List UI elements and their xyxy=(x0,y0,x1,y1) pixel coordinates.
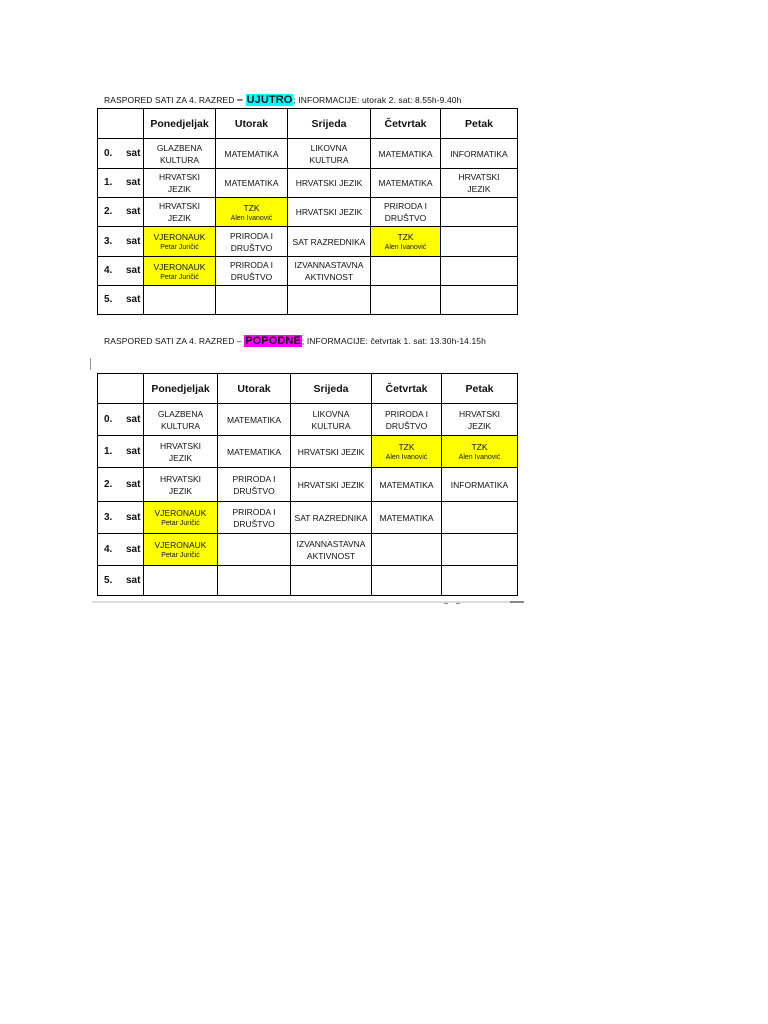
teacher-name: Petar Juričić xyxy=(161,552,200,559)
period-number: 2. xyxy=(104,478,113,490)
lesson-cell xyxy=(291,436,372,468)
subject-name: PRIRODA I xyxy=(232,506,276,517)
lesson-cell xyxy=(372,534,442,566)
timetable-corner-cell xyxy=(98,374,144,404)
lesson-cell xyxy=(291,534,372,566)
period-number: 4. xyxy=(104,265,113,276)
page-bottom-mark xyxy=(444,603,448,604)
timetable-row xyxy=(98,198,518,227)
teacher-name: Alen Ivanović xyxy=(385,454,428,461)
lesson-cell xyxy=(288,227,371,257)
period-number: 4. xyxy=(104,543,113,555)
period-label xyxy=(98,227,144,257)
subject-name: PRIRODA I xyxy=(232,473,276,484)
subject-name: HRVATSKI xyxy=(158,201,201,211)
lesson-cell xyxy=(291,502,372,534)
subject-name: GLAZBENA xyxy=(156,142,203,153)
lesson-cell xyxy=(144,139,216,169)
period-label xyxy=(98,502,144,534)
lesson-cell xyxy=(372,436,442,468)
lesson-cell xyxy=(144,227,216,257)
subject-name: JEZIK xyxy=(167,184,192,194)
subject-name: MATEMATIKA xyxy=(378,148,433,159)
teacher-name: Petar Juričić xyxy=(160,273,199,281)
morning-timetable xyxy=(97,108,518,315)
afternoon-caption xyxy=(104,335,486,347)
lesson-cell xyxy=(144,566,218,596)
morning-caption-dash: – xyxy=(236,94,244,106)
lesson-cell xyxy=(371,227,441,257)
subject-name: HRVATSKI xyxy=(159,440,202,451)
timetable-row xyxy=(98,404,518,436)
period-number: 1. xyxy=(104,445,113,457)
subject-name: MATEMATIKA xyxy=(224,148,279,159)
subject-name: HRVATSKI JEZIK xyxy=(295,178,363,188)
period-label xyxy=(98,436,144,468)
lesson-cell xyxy=(144,257,216,286)
period-word: sat xyxy=(126,574,141,586)
lesson-cell xyxy=(371,169,441,198)
teacher-name: Petar Juričić xyxy=(161,520,200,527)
subject-name: MATEMATIKA xyxy=(379,512,434,523)
subject-name: JEZIK xyxy=(168,485,193,496)
lesson-cell xyxy=(441,169,518,198)
subject-name: MATEMATIKA xyxy=(224,178,279,188)
subject-name: AKTIVNOST xyxy=(304,272,354,282)
lesson-cell xyxy=(442,534,518,566)
period-label xyxy=(98,139,144,169)
lesson-cell xyxy=(372,502,442,534)
lesson-cell xyxy=(144,436,218,468)
timetable-row xyxy=(98,139,518,169)
lesson-cell xyxy=(144,169,216,198)
subject-name: PRIRODA I xyxy=(230,230,273,241)
afternoon-shift-label: POPODNE xyxy=(245,335,301,347)
lesson-cell xyxy=(442,468,518,502)
subject-name: KULTURA xyxy=(309,154,349,165)
period-label xyxy=(98,198,144,227)
lesson-cell xyxy=(441,227,518,257)
teacher-name: Alen Ivanović xyxy=(230,214,273,222)
day-header: Ponedjeljak xyxy=(144,374,218,404)
day-header: Četvrtak xyxy=(371,109,441,139)
lesson-cell xyxy=(371,198,441,227)
period-label xyxy=(98,468,144,502)
lesson-cell xyxy=(442,566,518,596)
lesson-cell xyxy=(216,227,288,257)
day-header: Ponedjeljak xyxy=(144,109,216,139)
subject-name: VJERONAUK xyxy=(154,508,207,518)
morning-caption-info: ; INFORMACIJE: utorak 2. sat: 8.55h-9.40h xyxy=(293,95,462,105)
subject-name: DRUŠTVO xyxy=(230,242,273,253)
subject-name: KULTURA xyxy=(159,154,200,165)
subject-name: HRVATSKI xyxy=(458,172,500,182)
subject-name: TZK xyxy=(397,232,414,242)
subject-name: LIKOVNA xyxy=(312,408,350,419)
subject-name: PRIRODA I xyxy=(230,260,273,270)
subject-name: IZVANNASTAVNA xyxy=(294,260,364,270)
afternoon-caption-info: ; INFORMACIJE: četvrtak 1. sat: 13.30h-14.15h xyxy=(301,336,486,346)
lesson-cell xyxy=(144,534,218,566)
period-number: 3. xyxy=(104,235,113,247)
page-bottom-mark xyxy=(510,601,524,603)
morning-caption xyxy=(104,94,461,106)
day-header: Četvrtak xyxy=(372,374,442,404)
lesson-cell xyxy=(218,436,291,468)
afternoon-timetable xyxy=(97,373,518,596)
lesson-cell xyxy=(372,566,442,596)
morning-caption-prefix: RASPORED SATI ZA 4. RAZRED xyxy=(104,95,237,105)
timetable-row xyxy=(98,566,518,596)
afternoon-caption-prefix: RASPORED SATI ZA 4. RAZRED – xyxy=(104,336,245,346)
subject-name: AKTIVNOST xyxy=(306,550,356,561)
page-bottom-mark xyxy=(456,603,460,604)
lesson-cell xyxy=(371,257,441,286)
lesson-cell xyxy=(441,257,518,286)
lesson-cell xyxy=(441,198,518,227)
timetable-row xyxy=(98,227,518,257)
lesson-cell xyxy=(288,257,371,286)
period-word: sat xyxy=(126,294,141,305)
subject-name: MATEMATIKA xyxy=(227,446,281,457)
lesson-cell xyxy=(216,169,288,198)
subject-name: JEZIK xyxy=(168,452,193,463)
subject-name: PRIRODA I xyxy=(385,408,428,419)
subject-name: HRVATSKI JEZIK xyxy=(297,479,365,490)
subject-name: HRVATSKI xyxy=(158,172,201,182)
lesson-cell xyxy=(442,404,518,436)
period-word: sat xyxy=(126,478,141,490)
subject-name: IZVANNASTAVNA xyxy=(296,538,366,549)
lesson-cell xyxy=(144,404,218,436)
subject-name: VJERONAUK xyxy=(154,540,207,550)
timetable-row xyxy=(98,468,518,502)
subject-name: VJERONAUK xyxy=(153,261,206,272)
period-label xyxy=(98,534,144,566)
lesson-cell xyxy=(144,502,218,534)
subject-name: HRVATSKI JEZIK xyxy=(297,446,365,457)
subject-name: DRUŠTVO xyxy=(230,272,273,282)
period-number: 5. xyxy=(104,574,113,586)
lesson-cell xyxy=(218,502,291,534)
subject-name: MATEMATIKA xyxy=(378,178,433,188)
subject-name: INFORMATIKA xyxy=(450,479,509,490)
subject-name: HRVATSKI xyxy=(458,408,501,419)
subject-name: HRVATSKI JEZIK xyxy=(295,207,363,217)
subject-name: MATEMATIKA xyxy=(227,414,281,425)
lesson-cell xyxy=(371,139,441,169)
lesson-cell xyxy=(291,566,372,596)
period-word: sat xyxy=(126,413,141,425)
lesson-cell xyxy=(144,286,216,315)
lesson-cell xyxy=(288,139,371,169)
lesson-cell xyxy=(218,404,291,436)
timetable-row xyxy=(98,257,518,286)
lesson-cell xyxy=(441,286,518,315)
period-word: sat xyxy=(126,147,141,159)
period-number: 3. xyxy=(104,511,113,523)
day-header: Srijeda xyxy=(291,374,372,404)
period-number: 0. xyxy=(104,413,113,425)
subject-name: JEZIK xyxy=(467,184,491,194)
subject-name: KULTURA xyxy=(311,420,351,431)
teacher-name: Alen Ivanović xyxy=(458,454,501,461)
subject-name: MATEMATIKA xyxy=(379,479,434,490)
lesson-cell xyxy=(371,286,441,315)
subject-name: JEZIK xyxy=(167,213,192,223)
subject-name: GLAZBENA xyxy=(157,408,204,419)
lesson-cell xyxy=(441,139,518,169)
subject-name: DRUŠTVO xyxy=(384,213,427,223)
period-word: sat xyxy=(126,265,141,276)
period-label xyxy=(98,286,144,315)
teacher-name: Petar Juričić xyxy=(160,244,199,251)
lesson-cell xyxy=(288,286,371,315)
lesson-cell xyxy=(442,502,518,534)
lesson-cell xyxy=(218,534,291,566)
period-label xyxy=(98,566,144,596)
period-word: sat xyxy=(126,445,141,457)
day-header: Srijeda xyxy=(288,109,371,139)
period-label xyxy=(98,257,144,286)
period-number: 5. xyxy=(104,294,113,305)
period-label xyxy=(98,169,144,198)
period-number: 0. xyxy=(104,147,113,159)
timetable-row xyxy=(98,169,518,198)
period-number: 2. xyxy=(104,206,113,217)
subject-name: DRUŠTVO xyxy=(233,485,275,496)
lesson-cell xyxy=(216,139,288,169)
subject-name: LIKOVNA xyxy=(310,142,348,153)
lesson-cell xyxy=(216,198,288,227)
subject-name: DRUŠTVO xyxy=(385,420,428,431)
subject-name: SAT RAZREDNIKA xyxy=(294,512,368,523)
timetable-row xyxy=(98,286,518,315)
subject-name: VJERONAUK xyxy=(153,232,206,242)
day-header: Petak xyxy=(442,374,518,404)
lesson-cell xyxy=(372,404,442,436)
timetable-row xyxy=(98,502,518,534)
period-word: sat xyxy=(126,543,141,555)
lesson-cell xyxy=(372,468,442,502)
lesson-cell xyxy=(218,468,291,502)
lesson-cell xyxy=(216,286,288,315)
lesson-cell xyxy=(291,404,372,436)
lesson-cell xyxy=(288,169,371,198)
day-header: Petak xyxy=(441,109,518,139)
timetable-row xyxy=(98,436,518,468)
teacher-name: Alen Ivanović xyxy=(384,244,427,251)
period-number: 1. xyxy=(104,177,113,188)
subject-name: PRIRODA I xyxy=(384,201,427,211)
lesson-cell xyxy=(291,468,372,502)
text-cursor-marker xyxy=(90,358,94,370)
period-word: sat xyxy=(126,511,141,523)
lesson-cell xyxy=(144,198,216,227)
subject-name: INFORMATIKA xyxy=(450,148,508,159)
subject-name: KULTURA xyxy=(160,420,201,431)
period-word: sat xyxy=(126,177,141,188)
subject-name: JEZIK xyxy=(467,420,492,431)
lesson-cell xyxy=(218,566,291,596)
subject-name: TZK xyxy=(243,202,260,213)
timetable-header-row xyxy=(98,109,518,139)
lesson-cell xyxy=(144,468,218,502)
timetable-corner-cell xyxy=(98,109,144,139)
period-label xyxy=(98,404,144,436)
subject-name: TZK xyxy=(471,442,488,452)
morning-shift-label: UJUTRO xyxy=(246,94,293,106)
lesson-cell xyxy=(442,436,518,468)
day-header: Utorak xyxy=(216,109,288,139)
lesson-cell xyxy=(216,257,288,286)
period-word: sat xyxy=(126,206,141,217)
subject-name: SAT RAZREDNIKA xyxy=(292,236,366,247)
lesson-cell xyxy=(288,198,371,227)
subject-name: TZK xyxy=(398,442,415,452)
period-word: sat xyxy=(126,235,141,247)
timetable-row xyxy=(98,534,518,566)
timetable-header-row xyxy=(98,374,518,404)
subject-name: DRUŠTVO xyxy=(233,518,275,529)
subject-name: HRVATSKI xyxy=(159,473,202,484)
day-header: Utorak xyxy=(218,374,291,404)
